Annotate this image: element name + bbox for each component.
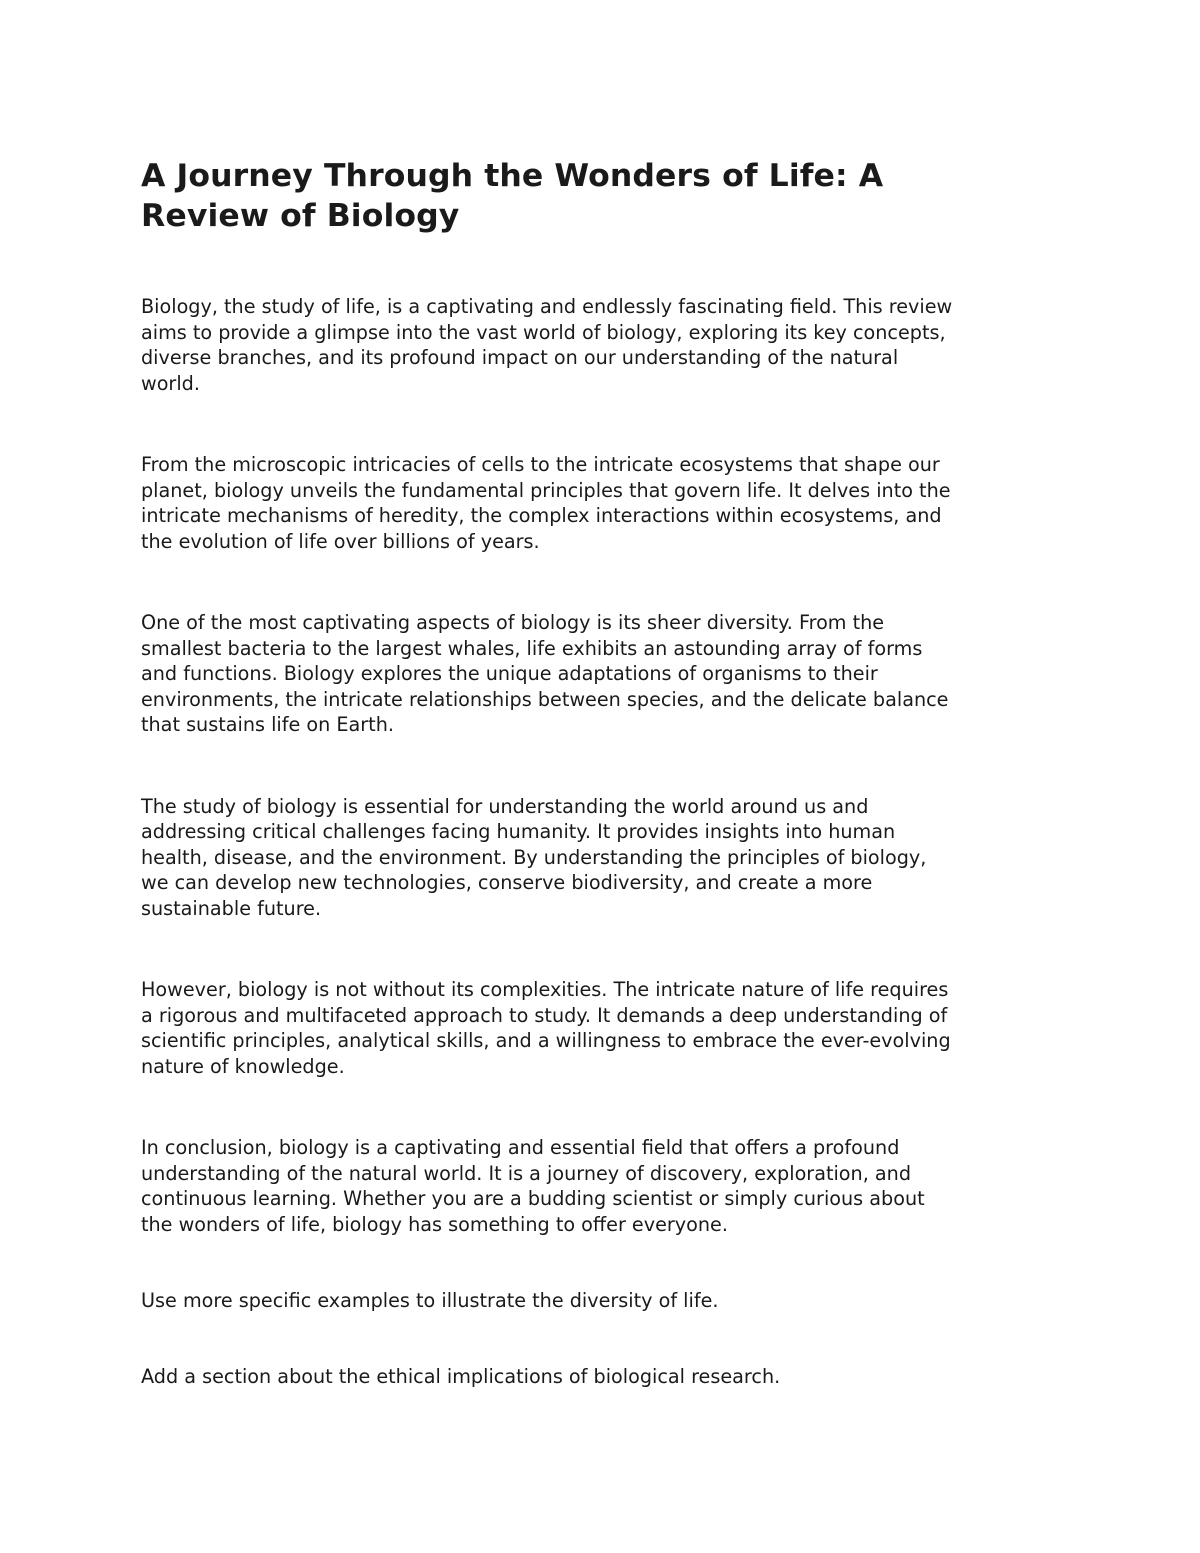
paragraph-principles: From the microscopic intricacies of cells to the intricate ecosystems that shape our planet, biology unveils the fundamental principles that govern life. It delves into the intricate mechanisms of heredity, the complex interactions within ecosystems, and the evolution of life over billions of years. xyxy=(141,453,951,553)
paragraph-diversity: One of the most captivating aspects of biology is its sheer diversity. From the smallest bacteria to the largest whales, life exhibits an astounding array of forms and functions. Biology explores the unique adaptations of organisms to their environments, the intricate relationships between species, and the delicate balance that sustains life on Earth. xyxy=(141,611,949,736)
note-examples: Use more specific examples to illustrate the diversity of life. xyxy=(141,1289,719,1312)
paragraph-complexities: However, biology is not without its complexities. The intricate nature of life requires a rigorous and multifaceted approach to study. It demands a deep understanding of scientific principles, analytical skills, and a willingness to embrace the ever-evolving nature of knowledge. xyxy=(141,978,951,1078)
paragraph-introduction: Biology, the study of life, is a captivating and endlessly fascinating field. This review aims to provide a glimpse into the vast world of biology, exploring its key concepts, diverse branches, and its profound impact on our understanding of the natural world. xyxy=(141,295,953,395)
document-title: A Journey Through the Wonders of Life: A Review of Biology xyxy=(141,158,884,234)
paragraph-importance: The study of biology is essential for understanding the world around us and addressing critical challenges facing humanity. It provides insights into human health, disease, and the environment. By understanding the principles of biology, we can develop new technologies, conserve biodiversity, and create a more sustainable future. xyxy=(141,794,927,920)
note-ethics: Add a section about the ethical implications of biological research. xyxy=(141,1364,781,1388)
paragraph-conclusion: In conclusion, biology is a captivating and essential field that offers a profound understanding of the natural world. It is a journey of discovery, exploration, and continuous learning. Whether you are a budding scientist or simply curious about the wonders of life, biology has something to offer everyone. xyxy=(141,1136,925,1236)
document-body xyxy=(141,156,1066,1389)
